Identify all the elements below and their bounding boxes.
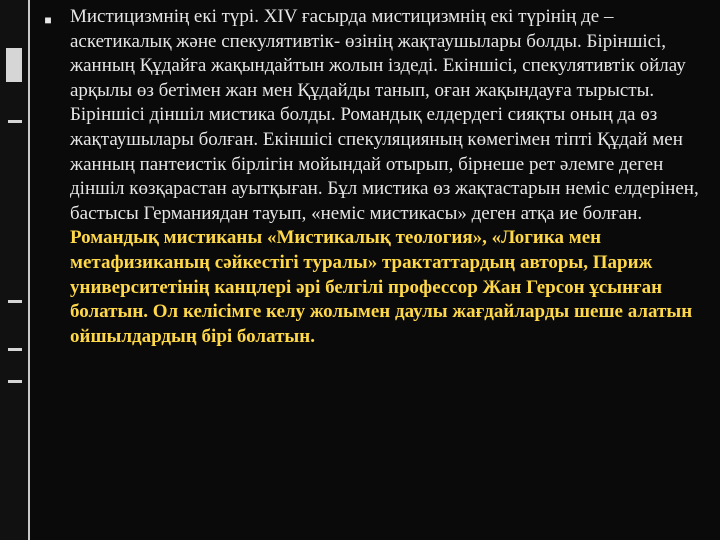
paragraph	[70, 5, 716, 349]
frame-tick-decoration	[8, 300, 22, 303]
slide-body-text	[70, 5, 716, 349]
frame-tick-decoration	[8, 348, 22, 351]
frame-tick-decoration	[8, 120, 22, 123]
frame-divider-line	[28, 0, 30, 540]
paragraph-highlighted-text: Романдық мистиканы «Мистикалық теология», «Логика мен метафизиканың сәйкестігі туралы» трактаттардың авторы, Париж университетінің канцлері әрі белгілі профессор Жан Герсон ұсынған болатын. Ол келісімге келу жолымен даулы жағдайларды шеше алатын ойшылдардың бірі болатын.	[70, 227, 693, 347]
paragraph-normal-text: Мистицизмнің екі түрі. XIV ғасырда мистицизмнің екі түрінің де – аскетикалық және спекулятивтік- өзінің жақтаушылары болды. Біріншісі, жанның Құдайға жақындайтын жолын іздеді. Екіншісі, спекулятивтік ойлау арқылы өз бетімен жан мен Құдайды танып, оған жақындауға тырысты. Біріншісі діншіл мистика болды. Романдық елдердегі сияқты оның да өз жақтаушылары болған. Екіншісі спекуляцияның көмегімен тіпті Құдай мен жанның пантеистік бірлігін мойындай отырып, бірнеше рет әлемге деген діншіл көзқарастан ауытқыған. Бұл мистика өз жақтастарын неміс елдерінен, бастысы Германиядан тауып, «неміс мистикасы» деген атқа ие болған.	[70, 6, 699, 224]
frame-block-decoration	[6, 48, 22, 82]
frame-tick-decoration	[8, 380, 22, 383]
square-bullet-icon: ■	[44, 13, 52, 27]
